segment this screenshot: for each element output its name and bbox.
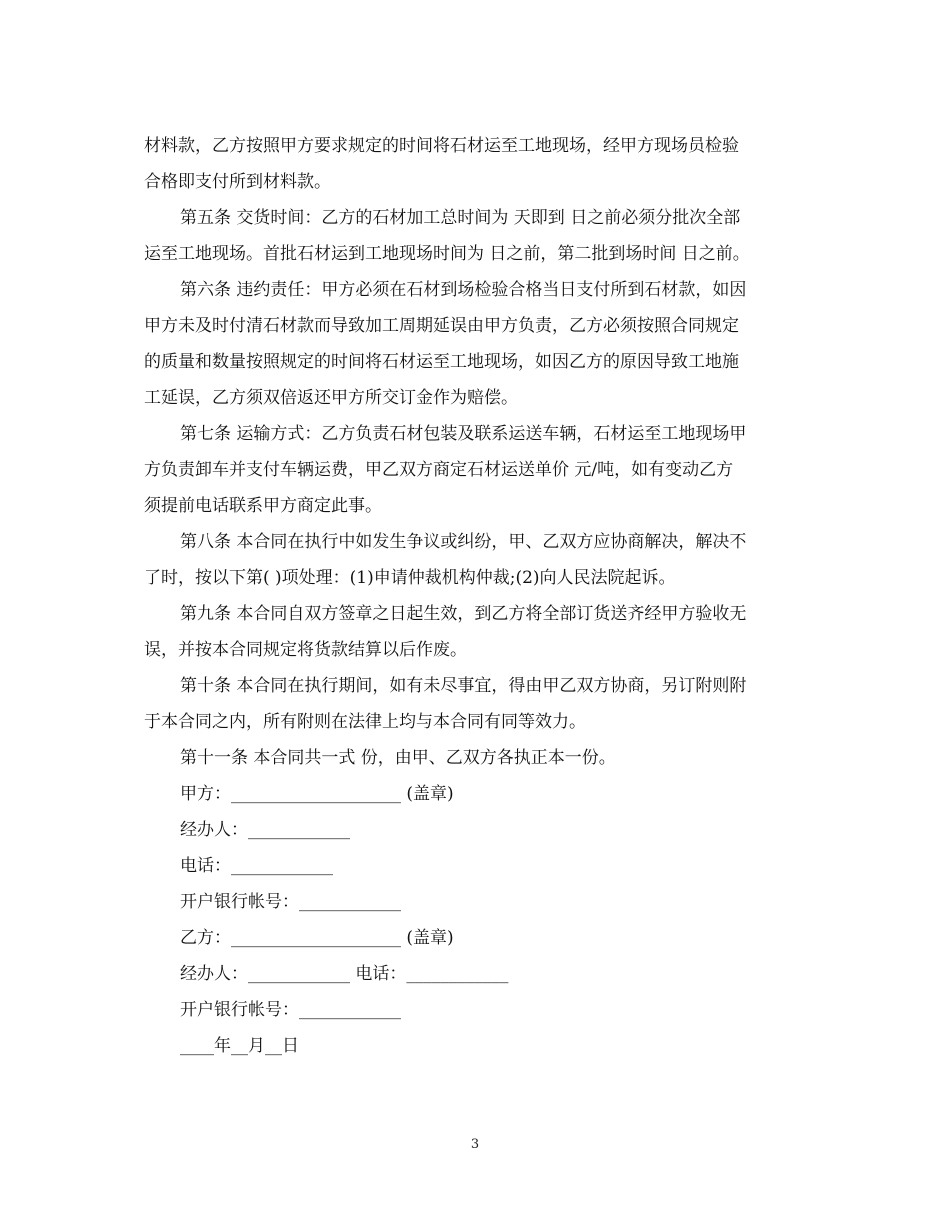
document-line: ____年__月__日 (180, 1036, 299, 1056)
document-line: 的质量和数量按照规定的时间将石材运至工地现场，如因乙方的原因导致工地施 (144, 352, 739, 372)
document-line: 第六条 违约责任：甲方必须在石材到场检验合格当日支付所到石材款，如因 (180, 280, 747, 300)
document-line: 经办人：____________ 电话：____________ (180, 964, 509, 984)
document-line: 运至工地现场。首批石材运到工地现场时间为 日之前，第二批到场时间 日之前。 (144, 244, 750, 264)
document-line: 电话：____________ (180, 856, 333, 876)
document-body (144, 128, 810, 1064)
document-line: 乙方：____________________ (盖章) (180, 928, 454, 948)
document-line: 甲方未及时付清石材款而导致加工周期延误由甲方负责，乙方必须按照合同规定 (144, 316, 739, 336)
page-number: 3 (470, 1137, 480, 1152)
document-line: 第七条 运输方式：乙方负责石材包装及联系运送车辆，石材运至工地现场甲 (180, 424, 747, 444)
document-line: 须提前电话联系甲方商定此事。 (144, 496, 382, 516)
document-line: 第五条 交货时间：乙方的石材加工总时间为 天即到 日之前必须分批次全部 (180, 208, 741, 228)
document-line: 经办人：____________ (180, 820, 350, 840)
document-line: 材料款，乙方按照甲方要求规定的时间将石材运至工地现场，经甲方现场员检验 (144, 136, 739, 156)
document-line: 于本合同之内，所有附则在法律上均与本合同有同等效力。 (144, 712, 586, 732)
document-line: 开户银行帐号：____________ (180, 1000, 401, 1020)
document-line: 甲方：____________________ (盖章) (180, 784, 454, 804)
document-line: 工延误，乙方须双倍返还甲方所交订金作为赔偿。 (144, 388, 518, 408)
document-line: 合格即支付所到材料款。 (144, 172, 331, 192)
document-line: 开户银行帐号：____________ (180, 892, 401, 912)
document-line: 方负责卸车并支付车辆运费，甲乙双方商定石材运送单价 元/吨，如有变动乙方 (144, 460, 734, 480)
document-line: 第九条 本合同自双方签章之日起生效，到乙方将全部订货送齐经甲方验收无 (180, 604, 747, 624)
document-line: 第十一条 本合同共一式 份，由甲、乙双方各执正本一份。 (180, 748, 616, 768)
document-line: 第十条 本合同在执行期间，如有未尽事宜，得由甲乙双方协商，另订附则附 (180, 676, 747, 696)
document-line: 误，并按本合同规定将货款结算以后作废。 (144, 640, 467, 660)
document-line: 第八条 本合同在执行中如发生争议或纠纷，甲、乙双方应协商解决，解决不 (180, 532, 747, 552)
document-line: 了时，按以下第( )项处理：(1)申请仲裁机构仲裁;(2)向人民法院起诉。 (144, 568, 676, 588)
